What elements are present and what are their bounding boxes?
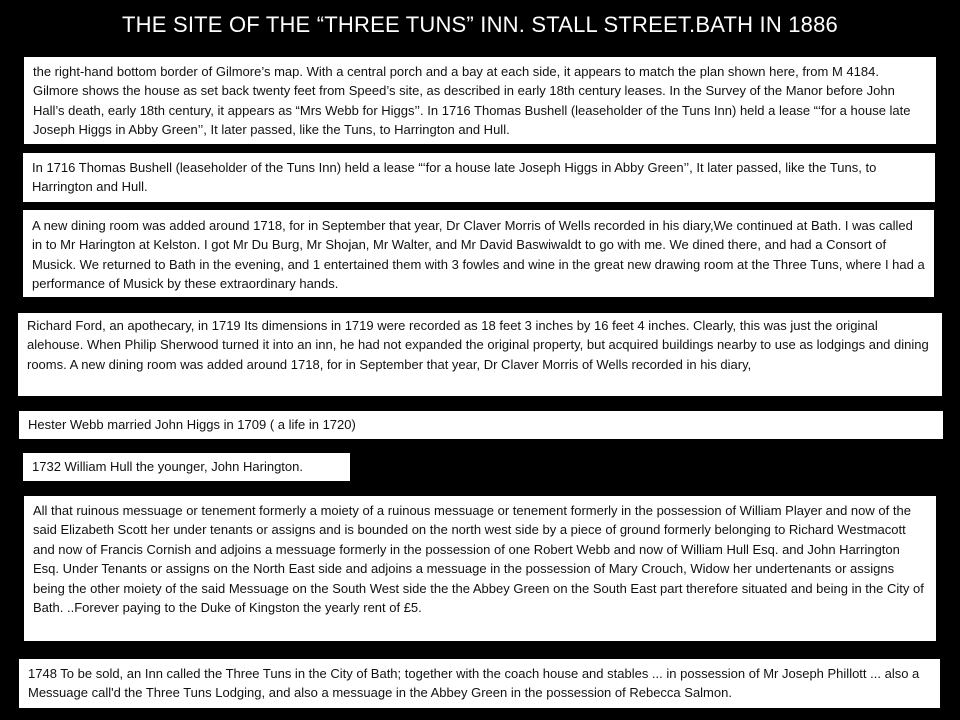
text-box-sale-1748: 1748 To be sold, an Inn called the Three Tuns in the City of Bath; together with the coach house and stables ... in possession of Mr Joseph Phillott ... also a Messuage call'd the Three Tuns Lodging, and also a messuage in the Abbey Green in the possession of Rebecca Salmon. (19, 659, 940, 708)
text-box-william-hull-1732: 1732 William Hull the younger, John Harington. (23, 453, 350, 481)
text-box-hester-webb: Hester Webb married John Higgs in 1709 ( a life in 1720) (19, 411, 943, 439)
text-box-gilmore-map: the right-hand bottom border of Gilmore’s map. With a central porch and a bay at each side, it appears to match the plan shown here, from M 4184. Gilmore shows the house as set back twenty feet from Speed’s site, as described in early 18th century leases. In the Survey of the Manor before John Hall’s death, early 18th century, it appears as “Mrs Webb for Higgs’’. In 1716 Thomas Bushell (leaseholder of the Tuns Inn) held a lease “‘for a house late Joseph Higgs in Abby Green’’, It later passed, like the Tuns, to Harrington and Hull. (24, 57, 936, 144)
text-box-dining-room-1718: A new dining room was added around 1718, for in September that year, Dr Claver Morris of Wells recorded in his diary,We continued at Bath. I was called in to Mr Harington at Kelston. I got Mr Du Burg, Mr Shojan, Mr Walter, and Mr David Baswiwaldt to go with me. We dined there, and had a Consort of Musick. We returned to Bath in the evening, and 1 entertained them with 3 fowles and wine in the great new drawing room at the Three Tuns, where I had a performance of Musick by these extraordinary hands. (23, 210, 934, 297)
text-box-richard-ford: Richard Ford, an apothecary, in 1719 Its dimensions in 1719 were recorded as 18 feet 3 inches by 16 feet 4 inches. Clearly, this was just the original alehouse. When Philip Sherwood turned it into an inn, he had not expanded the original property, but acquired buildings nearby to use as lodgings and dining rooms. A new dining room was added around 1718, for in September that year, Dr Claver Morris of Wells recorded in his diary, (18, 313, 942, 396)
slide-title: THE SITE OF THE “THREE TUNS” INN. STALL STREET.BATH IN 1886 (122, 12, 838, 37)
text-box-ruinous-messuage: All that ruinous messuage or tenement formerly a moiety of a ruinous messuage or tenement formerly in the possession of William Player and now of the said Elizabeth Scott her under tenants or assigns and is bounded on the north west side by a piece of ground formerly belonging to Richard Westmacott and now of Francis Cornish and adjoins a messuage formerly in the possession of one Robert Webb and now of William Hull Esq. and John Harrington Esq. Under Tenants or assigns on the North East side and adjoins a messuage in the possession of Mary Crouch, Widow her undertenants or assigns being the other moiety of the said Messuage on the South West side the the Abbey Green on the South East part therefore situated and being in the City of Bath. ..Forever paying to the Duke of Kingston the yearly rent of £5. (24, 496, 936, 641)
text-box-bushell-lease: In 1716 Thomas Bushell (leaseholder of the Tuns Inn) held a lease “‘for a house late Joseph Higgs in Abby Green’’, It later passed, like the Tuns, to Harrington and Hull. (23, 153, 935, 202)
